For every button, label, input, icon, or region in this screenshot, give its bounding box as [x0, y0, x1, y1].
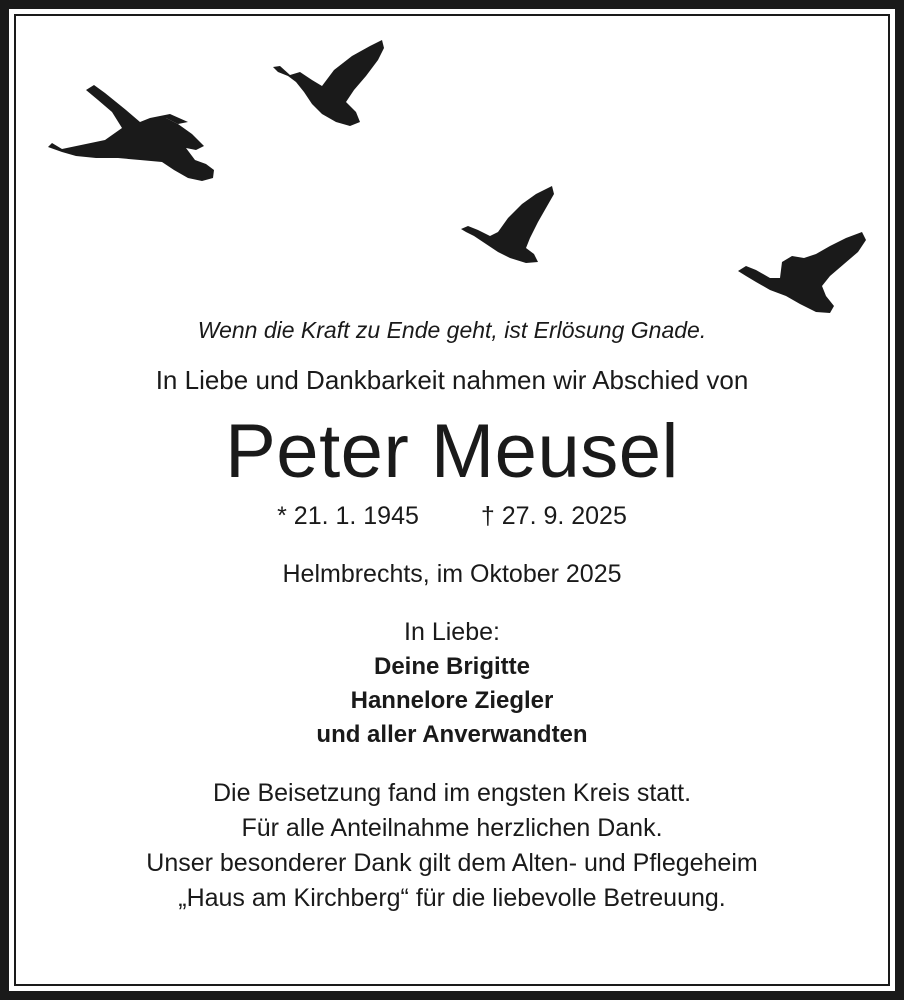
death-date: † 27. 9. 2025 [480, 502, 627, 530]
closing-text [0, 776, 904, 916]
mourner-name: Deine Brigitte [373, 653, 531, 680]
mourners-list [0, 650, 904, 752]
closing-line: Unser besonderer Dank gilt dem Alten- und Pflegeheim [146, 849, 758, 877]
goose-icon [273, 40, 384, 126]
mourner-name: und aller Anverwandten [316, 721, 588, 748]
obituary-text [0, 312, 904, 916]
goose-icon [738, 232, 866, 313]
closing-line: „Haus am Kirchberg“ für die liebevolle Betreuung. [178, 884, 726, 912]
goose-icon [48, 85, 214, 181]
flying-geese-icon [0, 0, 904, 330]
closing-line: Für alle Anteilnahme herzlichen Dank. [241, 814, 663, 842]
deceased-name: Peter Meusel [225, 409, 679, 494]
closing-line: Die Beisetzung fand im engsten Kreis statt. [212, 779, 692, 807]
place-and-date: Helmbrechts, im Oktober 2025 [282, 560, 622, 588]
mourner-name: Hannelore Ziegler [350, 687, 554, 714]
birth-date: * 21. 1. 1945 [277, 502, 419, 530]
motto-line: Wenn die Kraft zu Ende geht, ist Erlösung Gnade. [197, 317, 707, 343]
life-dates [0, 498, 904, 534]
in-love-label: In Liebe: [404, 618, 500, 646]
intro-line: In Liebe und Dankbarkeit nahmen wir Abschied von [155, 365, 749, 395]
goose-icon [461, 186, 554, 263]
